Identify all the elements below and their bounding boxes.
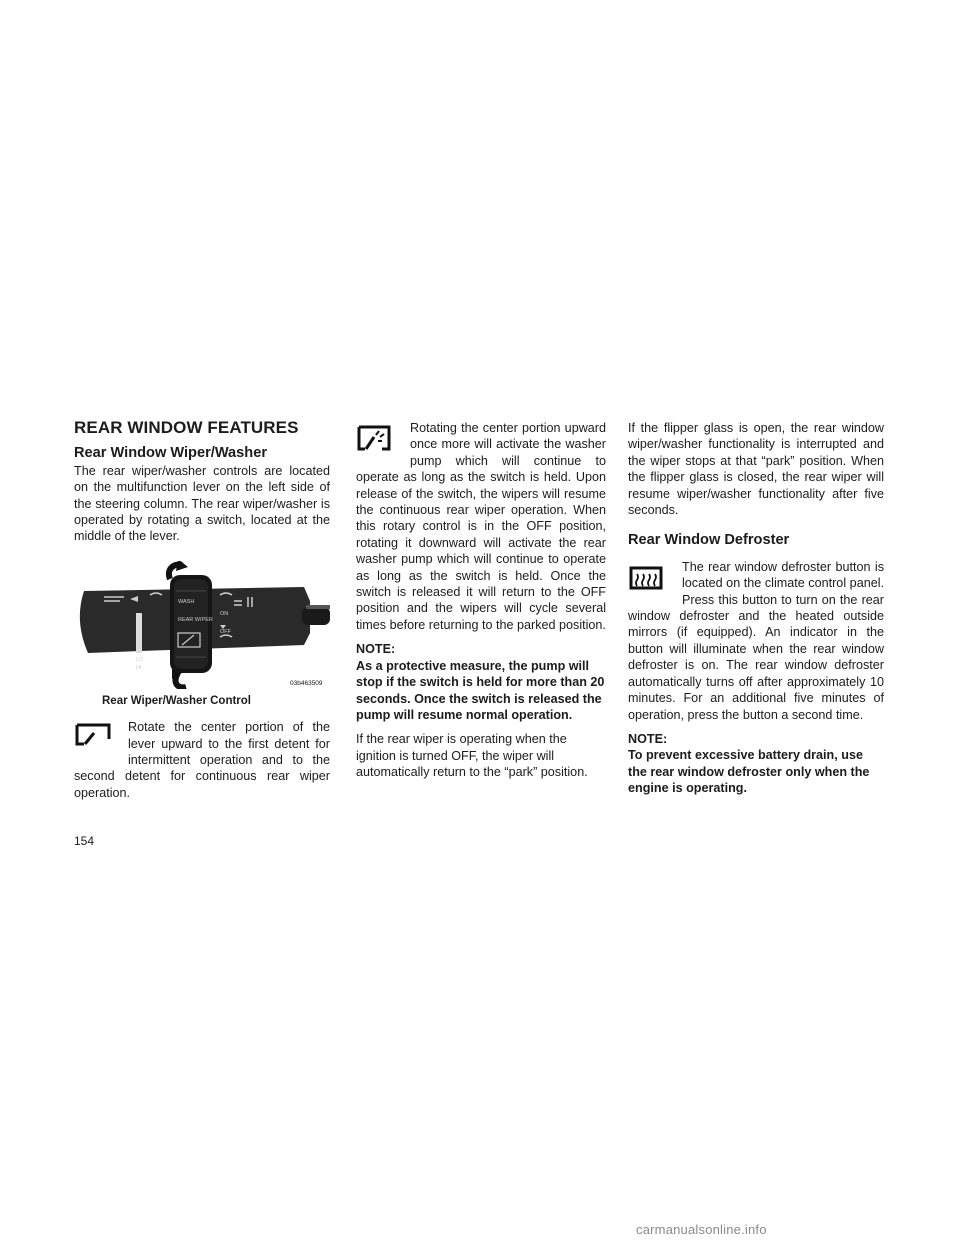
lever-label-hi: HI [136,664,142,671]
wiper-intro: The rear wiper/washer controls are located on the multifunction lever on the left side of the steering column. The rear wiper/washer is operated by rotating a switch, located at the middle of the lever. [74,463,330,544]
column-left [74,420,330,801]
figure-caption: Rear Wiper/Washer Control [102,694,251,707]
rear-washer-icon [356,423,398,453]
lever-label-wash: WASH [178,598,195,605]
defroster-note-label: NOTE: [628,731,668,746]
figure-code: 03b463509 [290,679,323,687]
page-number: 154 [74,834,95,848]
lever-label-rear-wiper: REAR WIPER [178,616,213,623]
column-right [628,420,884,797]
section-title: REAR WINDOW FEATURES [74,418,299,437]
flipper-text: If the flipper glass is open, the rear window wiper/washer functionality is interrupted and the wiper stops at that “park” position. When the flipper glass is closed, the rear wiper will resume wiper/washer functionality after five seconds. [628,421,884,518]
defroster-text: The rear window defroster button is located on the climate control panel. Press this button to turn on the rear window defroster and the heated outside mirrors (if equipped). An indicator in the button will illuminate when the rear window defroster is on. The rear window defroster automatically turns off after approximately 10 minutes. For an additional five minutes of operation, press the button a second time. [628,559,884,722]
lever-label-off: OFF [220,628,231,635]
multifunction-lever-illustration [74,561,330,689]
lever-label-on: ON [220,610,229,617]
washer-text: Rotating the center portion upward once more will activate the washer pump which will continue to operate as long as the switch is held. Upon release of the switch, the wipers will resume the continuous rear wiper operation. When this rotary control is in the OFF position, rotating it downward will activate the rear washer pump which will continue to operate as long as the switch is held. Once the switch is released it will return to the OFF position and the wipers will cycle several times before returning to the parked position. [356,421,606,632]
wiper-note-label: NOTE: [356,642,396,657]
wiper-heading: Rear Window Wiper/Washer [74,445,267,462]
lever-figure [74,561,330,689]
lever-label-lo: LO [136,656,144,663]
defroster-heading: Rear Window Defroster [628,532,790,549]
defroster-note-text: To prevent excessive battery drain, use the rear window defroster only when the engine is operating. [628,748,870,796]
rear-defroster-icon [628,562,670,592]
rear-wiper-icon [74,722,116,752]
column-middle [356,420,606,781]
rotate-text: Rotate the center portion of the lever upward to the first detent for intermittent operation and to the second detent for continuous rear wiper operation. [74,720,330,800]
wiper-note-text: As a protective measure, the pump will stop if the switch is held for more than 20 seconds. Once the switch is released the pump will resume normal operation. [356,658,605,722]
watermark: carmanualsonline.info [636,1222,767,1237]
ignition-text: If the rear wiper is operating when the ignition is turned OFF, the wiper will automatically return to the “park” position. [356,732,588,780]
